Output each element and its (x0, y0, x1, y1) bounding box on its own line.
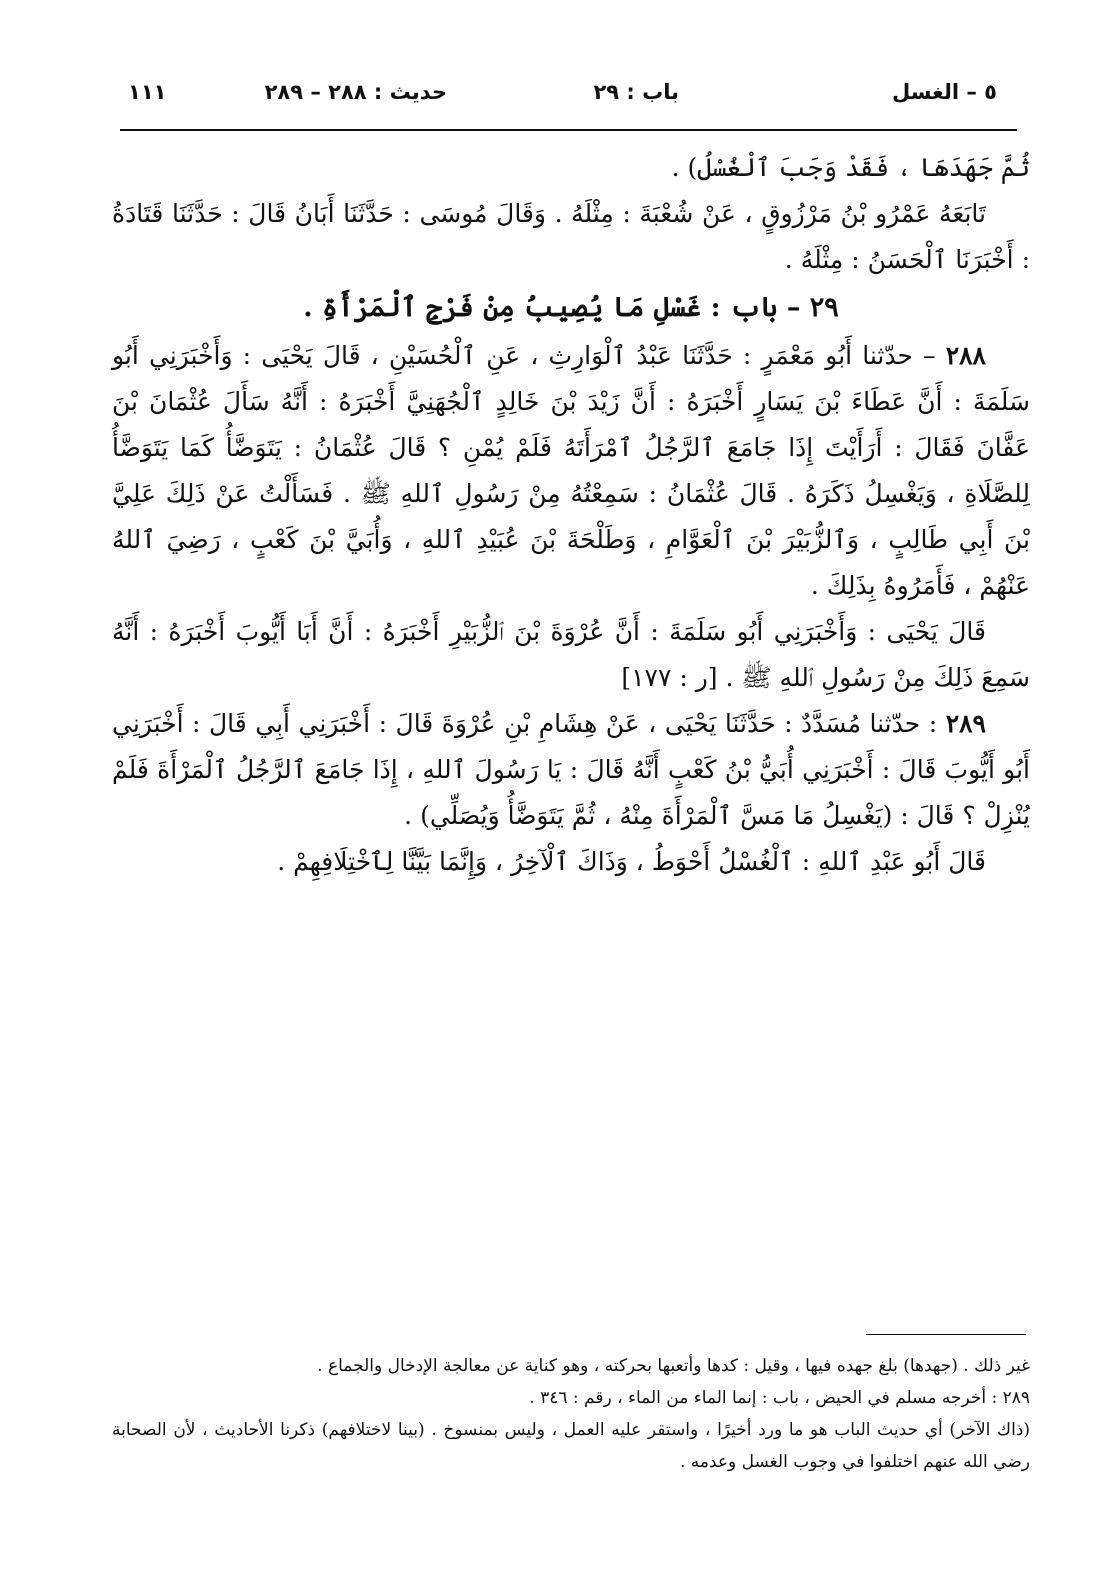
hadith-288-continuation: قَالَ يَحْيَى : وَأَخْبَرَنِي أَبُو سَلَمَةَ : أَنَّ عُرْوَةَ بْنَ ٱلزُّبَيْرِ أَخْبَرَهُ : أَنَّ أَبَا أَيُّوبَ أَخْبَرَهُ : أَنَّهُ سَمِعَ ذَلِكَ مِنْ رَسُولِ ٱللهِ ﷺ . [ر : ١٧٧] (112, 617, 1030, 692)
running-header (120, 80, 1017, 120)
footnote-3: (ذاك الآخر) أي حديث الباب هو ما ورد أخيرًا ، واستقر عليه العمل ، وليس بمنسوخ . (بينا لاختلافهم) ذكرنا الأحاديث ، لأن الصحابة رضي الله عنهم اختلفوا في وجوب الغسل وعدمه . (112, 1420, 1030, 1472)
chapter-title: ٥ – الغسل (891, 80, 997, 104)
hadith-289 (112, 701, 1030, 839)
hadith-text: – حدّثنا أَبُو مَعْمَرٍ : حَدَّثَنَا عَبْدُ ٱلْوَارِثِ ، عَنِ ٱلْحُسَيْنِ ، قَالَ يَحْيَى : وَأَخْبَرَنِي أَبُو سَلَمَةَ : أَنَّ عَطَاءَ بْنَ يَسَارٍ أَخْبَرَهُ : أَنَّ زَيْدَ بْنَ خَالِدٍ ٱلْجُهَنِيَّ أَخْبَرَهُ : أَنَّهُ سَأَلَ عُثْمَانَ بْنَ عَفَّانَ فَقَالَ : أَرَأَيْتَ إِذَا جَامَعَ ٱلرَّجُلُ ٱمْرَأَتَهُ فَلَمْ يُمْنِ ؟ قَالَ عُثْمَانُ : يَتَوَضَّأُ كَمَا يَتَوَضَّأُ لِلصَّلَاةِ ، وَيَغْسِلُ ذَكَرَهُ . قَالَ عُثْمَانُ : سَمِعْتُهُ مِنْ رَسُولِ ٱللهِ ﷺ . فَسَأَلْتُ عَنْ ذَلِكَ عَلِيَّ بْنَ أَبِي طَالِبٍ ، وَٱلزُّبَيْرَ بْنَ ٱلْعَوَّامِ ، وَطَلْحَةَ بْنَ عُبَيْدِ ٱللهِ ، وَأُبَيَّ بْنَ كَعْبٍ ، رَضِيَ ٱللهُ عَنْهُمْ ، فَأَمَرُوهُ بِذَلِكَ . (112, 341, 1030, 600)
main-text (112, 145, 1030, 885)
footnote-1: غير ذلك . (جهدها) بلغ جهده فيها ، وقيل : كدها وأتعبها بحركته ، وهو كناية عن معالجة الإدخال والجماع . (317, 1356, 1030, 1376)
hadith-288 (112, 333, 1030, 609)
section-heading: ٢٩ – باب : غَسْلِ مَا يُصِيبُ مِنْ فَرْجِ ٱلْمَرْأَةِ . (303, 292, 839, 323)
hadith-number: ٢٨٩ (945, 709, 986, 738)
footnote-2: ٢٨٩ : أخرجه مسلم في الحيض ، باب : إنما الماء من الماء ، رقم : ٣٤٦ . (529, 1388, 1030, 1408)
author-comment: قَالَ أَبُو عَبْدِ ٱللهِ : ٱلْغُسْلُ أَحْوَطُ ، وَذَاكَ ٱلْآخِرُ ، وَإِنَّمَا بَيَّنَّا لِٱخْتِلَافِهِمْ . (277, 847, 986, 876)
footnote-divider (866, 1334, 1026, 1335)
footnotes (112, 1350, 1030, 1478)
page-number: ١١١ (128, 80, 167, 104)
hadith-number: ٢٨٨ (945, 341, 986, 370)
paragraph-continuation: ثُمَّ جَهَدَهَا ، فَقَدْ وَجَبَ ٱلْغُسْلُ) . (671, 153, 1030, 182)
bab-label: باب : ٢٩ (593, 80, 679, 104)
paragraph-mutabaa: تَابَعَهُ عَمْرُو بْنُ مَرْزُوقٍ ، عَنْ شُعْبَةَ : مِثْلَهُ . وَقَالَ مُوسَى : حَدَّثَنَا أَبَانُ قَالَ : حَدَّثَنَا قَتَادَةُ : أَخْبَرَنَا ٱلْحَسَنُ : مِثْلَهُ . (112, 199, 1030, 274)
hadith-text: : حدّثنا مُسَدَّدٌ : حَدَّثَنَا يَحْيَى ، عَنْ هِشَامِ بْنِ عُرْوَةَ قَالَ : أَخْبَرَنِي أَبِي قَالَ : أَخْبَرَنِي أَبُو أَيُّوبَ قَالَ : أَخْبَرَنِي أُبَيُّ بْنُ كَعْبٍ أَنَّهُ قَالَ : يَا رَسُولَ ٱللهِ ، إِذَا جَامَعَ ٱلرَّجُلُ ٱلْمَرْأَةَ فَلَمْ يُنْزِلْ ؟ قَالَ : (يَغْسِلُ مَا مَسَّ ٱلْمَرْأَةَ مِنْهُ ، ثُمَّ يَتَوَضَّأُ وَيُصَلِّي) . (112, 709, 1030, 830)
header-divider (120, 129, 1017, 131)
hadith-range: حديث : ٢٨٨ – ٢٨٩ (264, 80, 447, 104)
